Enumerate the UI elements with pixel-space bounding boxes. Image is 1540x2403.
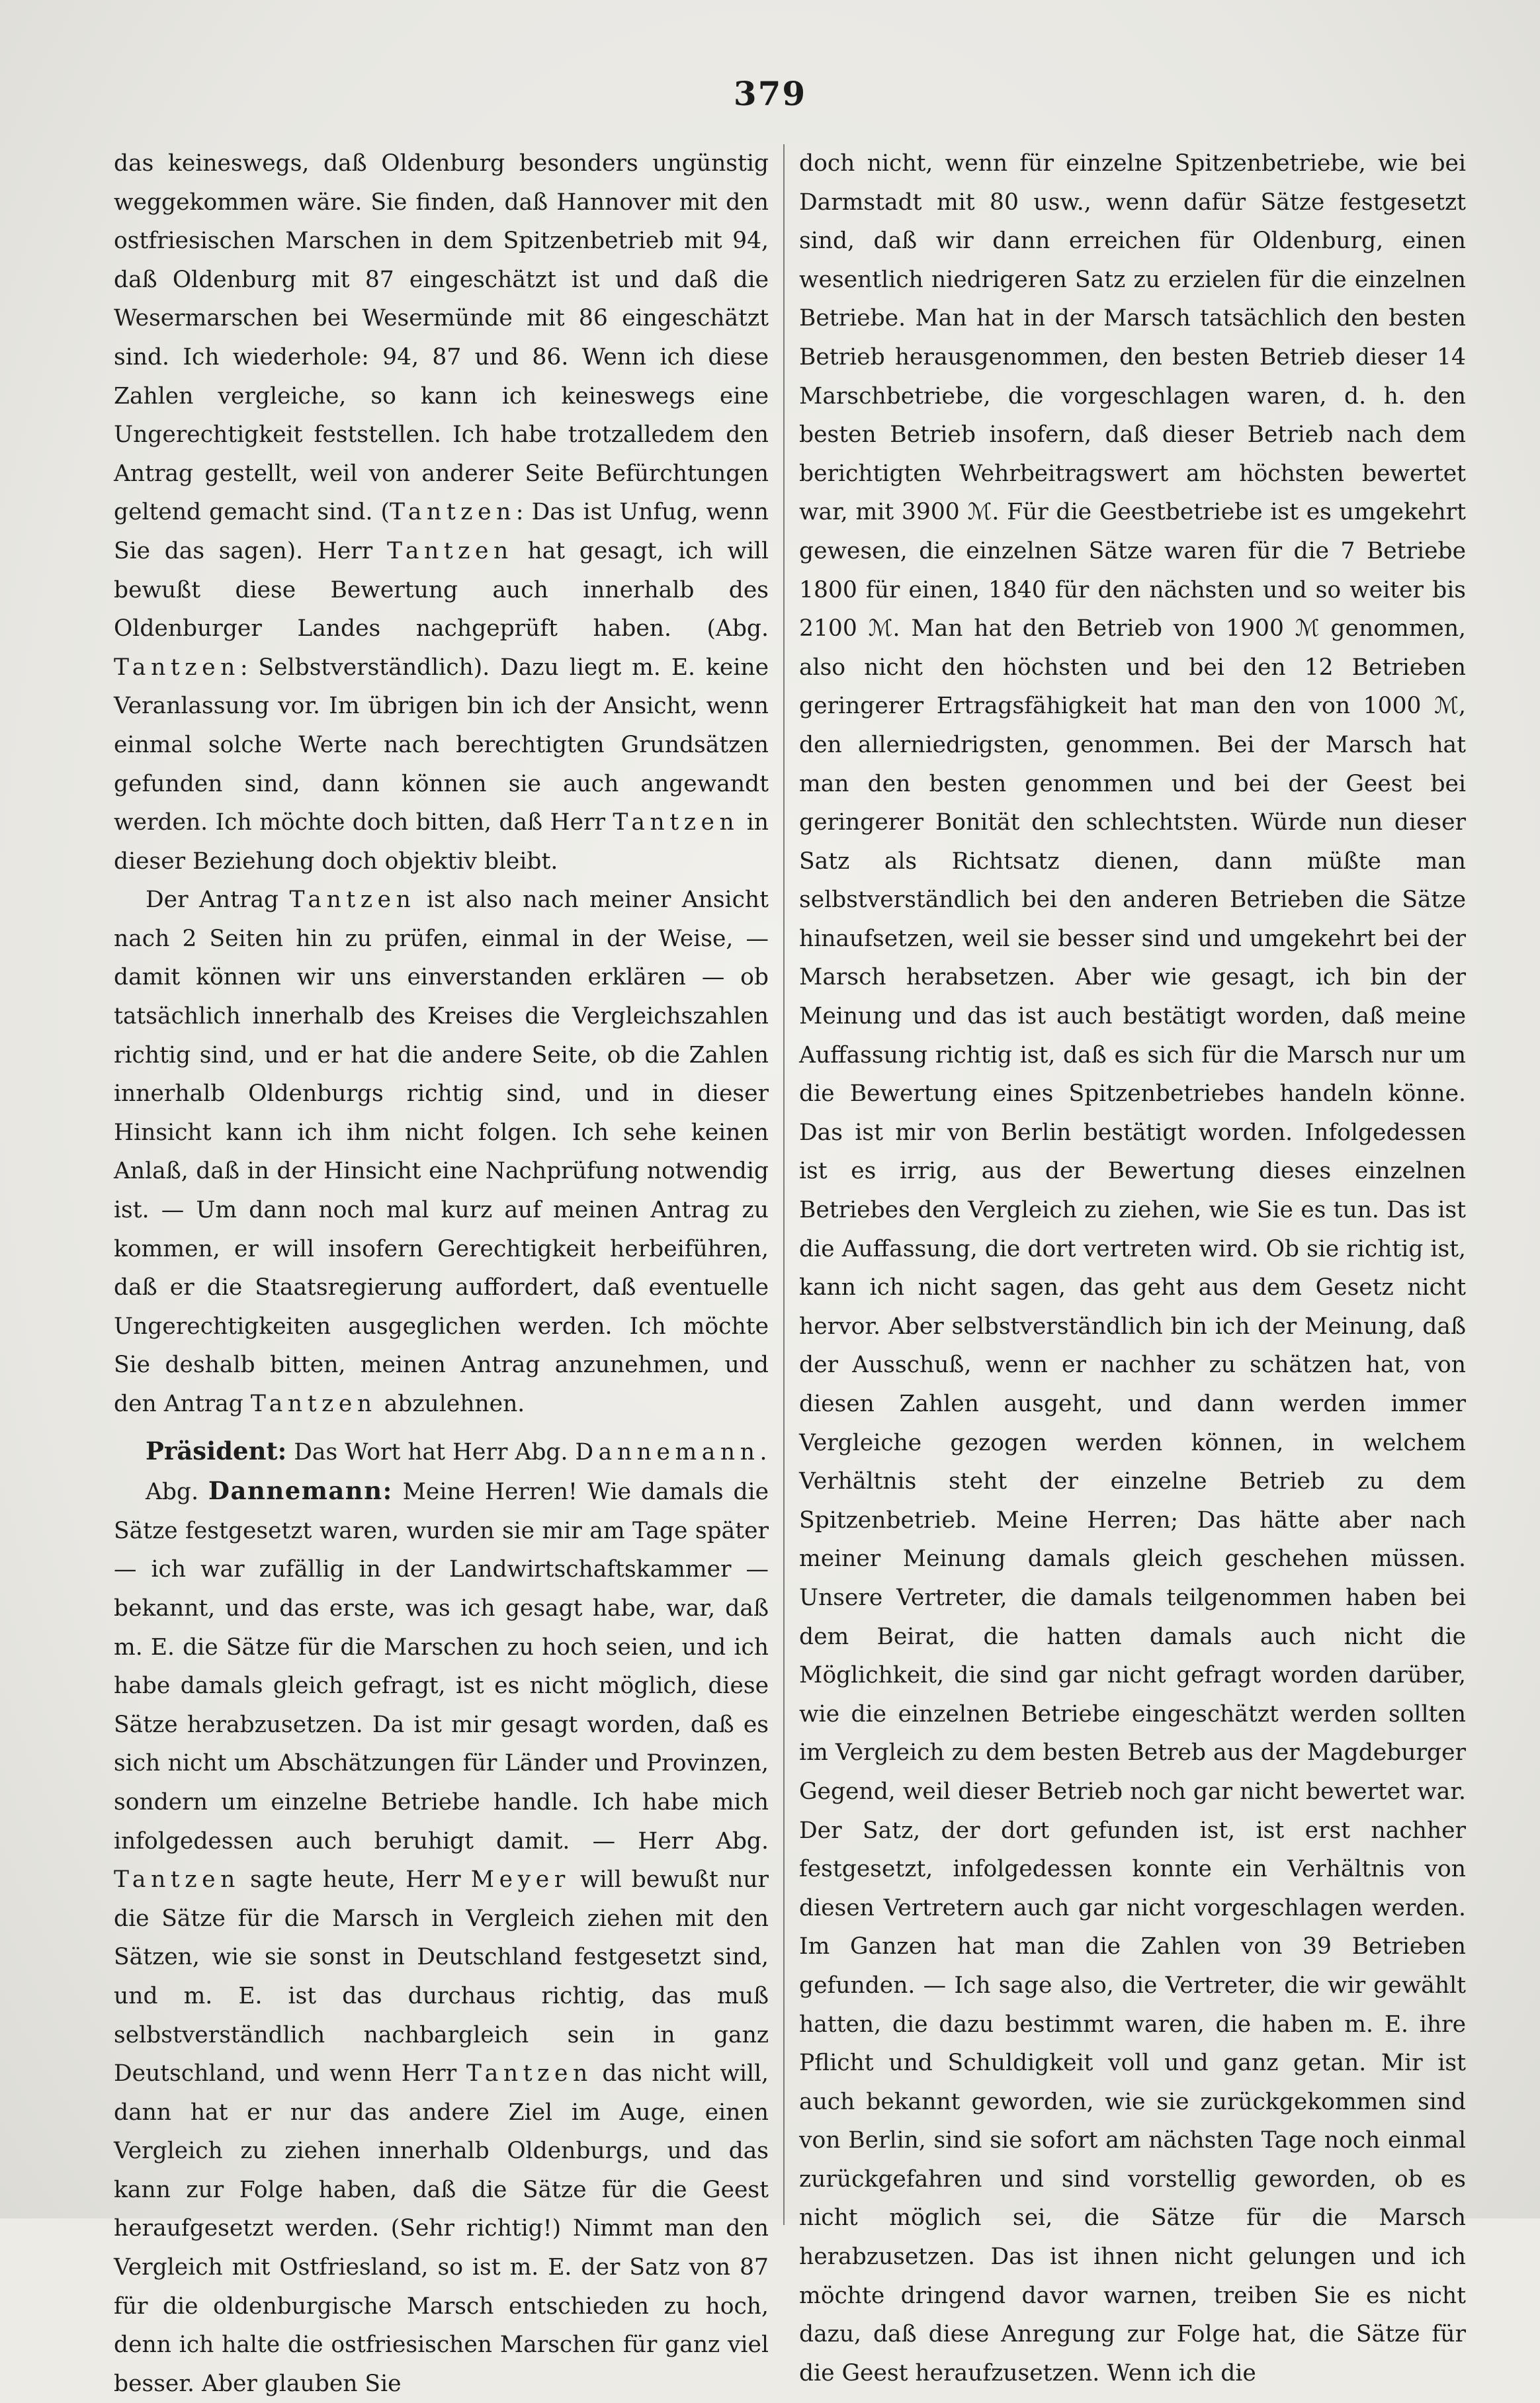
left-column xyxy=(114,144,769,2403)
text-run: . xyxy=(759,1438,767,1465)
text-run: Abg. xyxy=(146,1479,208,1506)
text-run: Meine Herren! Wie damals die Sätze festgesetzt waren, wurden sie mir am Tage später — ich war zufällig in der Landwirtschaftskammer — bekannt, und das erste, was ich gesagt habe, war, daß m. E. die Sätze für die Marschen zu hoch seien, und ich habe damals gleich gefragt, ist es nicht möglich, diese Sätze herabzusetzen. Da ist mir gesagt worden, daß es sich nicht um Abschätzungen für Länder und Provinzen, sondern um einzelne Betriebe handle. Ich habe mich infolgedessen auch beruhigt damit. — Herr Abg. xyxy=(114,1479,769,1855)
text-run: sagte heute, Herr xyxy=(239,1866,471,1894)
speaker-name: Tantzen xyxy=(250,1391,377,1417)
speaker-name: Tantzen xyxy=(114,654,240,681)
paragraph xyxy=(114,1471,769,2403)
speaker-name: Tantzen xyxy=(114,1866,240,1894)
text-run: will bewußt nur die Sätze für die Marsch in Vergleich ziehen mit den Sätzen, wie sie sonst in Deutschland festgesetzt sind, und m. E. ist das durchaus richtig, das muß selbstverständlich nachbargleich sein in ganz Deutschland, und wenn Herr xyxy=(114,1866,769,2087)
speaker-name: Dannemann: xyxy=(208,1476,393,1506)
speaker-name: Tantzen xyxy=(613,809,740,836)
text-run: ist also nach meiner Ansicht nach 2 Seiten hin zu prüfen, einmal in der Weise, — damit können wir uns einverstanden erklären — ob tatsächlich innerhalb des Kreises die Vergleichszahlen richtig sind, und er hat die andere Seite, ob die Zahlen innerhalb Oldenburgs richtig sind, und in dieser Hinsicht kann ich ihm nicht folgen. Ich sehe keinen Anlaß, daß in der Hinsicht eine Nachprüfung notwendig ist. — Um dann noch mal kurz auf meinen Antrag zu kommen, er will insofern Gerechtigkeit herbeiführen, daß er die Staatsregierung auffordert, daß eventuelle Ungerechtigkeiten ausgeglichen werden. Ich möchte Sie deshalb bitten, meinen Antrag anzunehmen, und den Antrag xyxy=(114,887,769,1417)
text-run: doch nicht, wenn für einzelne Spitzenbetriebe, wie bei Darmstadt mit 80 usw., wenn dafür Sätze festgesetzt sind, daß wir dann erreichen für Oldenburg, einen wesentlich niedrigeren Satz zu erzielen für die einzelnen Betriebe. Man hat in der Marsch tatsächlich den besten Betrieb herausgenommen, den besten Betrieb dieser 14 Marschbetriebe, die vorgeschlagen waren, d. h. den besten Betrieb insofern, daß dieser Betrieb nach dem berichtigten Wehrbeitragswert am höchsten bewertet war, mit 3900 ℳ. Für die Geestbetriebe ist es umgekehrt gewesen, die einzelnen Sätze waren für die 7 Betriebe 1800 für einen, 1840 für den nächsten und so weiter bis 2100 ℳ. Man hat den Betrieb von 1900 ℳ genommen, also nicht den höchsten und bei den 12 Betrieben geringerer Ertragsfähigkeit hat man den von 1000 ℳ, den allerniedrigsten, genommen. Bei der Marsch hat man den besten genommen und bei der Geest bei geringerer Bonität den schlechtsten. Würde nun dieser Satz als Richtsatz dienen, dann müßte man selbstverständlich bei den anderen Betrieben die Sätze hinaufsetzen, weil sie besser sind und umgekehrt bei der Marsch herabsetzen. Aber wie gesagt, ich bin der Meinung und das ist auch bestätigt worden, daß meine Auffassung richtig ist, daß es sich für die Marsch nur um die Bewertung eines Spitzenbetriebes handeln könne. Das ist mir von Berlin bestätigt worden. Infolgedessen ist es irrig, aus der Bewertung dieses einzelnen Betriebes den Vergleich zu ziehen, wie Sie es tun. Das ist die Auffassung, die dort vertreten wird. Ob sie richtig ist, kann ich nicht sagen, das geht aus dem Gesetz nicht hervor. Aber selbstverständlich bin ich der Meinung, daß der Ausschuß, wenn er nachher zu schätzen hat, von diesen Zahlen ausgeht, und dann werden immer Vergleiche gezogen werden können, in welchem Verhältnis steht der einzelne Betrieb zu dem Spitzenbetrieb. Meine Herren; Das hätte aber nach meiner Meinung damals gleich geschehen müssen. Unsere Vertreter, die damals teilgenommen haben bei dem Beirat, die hatten damals auch nicht die Möglichkeit, die sind gar nicht gefragt worden darüber, wie die einzelnen Betriebe eingeschätzt werden sollten im Vergleich zu dem besten Betreb aus der Magdeburger Gegend, weil dieser Betrieb noch gar nicht bewertet war. Der Satz, der dort gefunden ist, ist erst nachher festgesetzt, infolgedessen konnte ein Verhältnis von diesen Vertretern auch gar nicht vorgeschlagen werden. Im Ganzen hat man die Zahlen von 39 Betrieben gefunden. — Ich sage also, die Vertreter, die wir gewählt hatten, die dazu bestimmt waren, die haben m. E. ihre Pflicht und Schuldigkeit voll und ganz getan. Mir ist auch bekannt geworden, wie sie zurückgekommen sind von Berlin, sind sie sofort am nächsten Tage noch einmal zurückgefahren und sind vorstellig geworden, ob es nicht möglich sei, die Sätze für die Marsch herabzusetzen. Das ist ihnen nicht gelungen und ich möchte dringend davor warnen, treiben Sie es nicht dazu, daß diese Anregung zur Folge hat, die Sätze für die Geest heraufzusetzen. Wenn ich die xyxy=(799,150,1466,2386)
chair-label: Präsident: xyxy=(146,1436,287,1465)
text-run: Das Wort hat Herr Abg. xyxy=(286,1438,576,1465)
speaker-name: Tantzen xyxy=(466,2060,593,2087)
right-column xyxy=(799,144,1466,2392)
chair-announcement xyxy=(114,1432,769,1472)
paragraph xyxy=(114,881,769,1423)
text-run: Der Antrag xyxy=(146,887,290,914)
text-run: das keineswegs, daß Oldenburg besonders ungünstig weggekommen wäre. Sie finden, daß Hannover mit den ostfriesischen Marschen in dem Spitzenbetrieb mit 94, daß Oldenburg mit 87 eingeschätzt ist und daß die Wesermarschen bei Wesermünde mit 86 eingeschätzt sind. Ich wiederhole: 94, 87 und 86. Wenn ich diese Zahlen vergleiche, so kann ich keineswegs eine Ungerechtigkeit feststellen. Ich habe trotzalledem den Antrag gestellt, weil von anderer Seite Befürchtungen geltend gemacht sind. ( xyxy=(114,150,769,526)
column-divider xyxy=(783,144,785,2225)
text-run: in dieser Beziehung doch objektiv bleibt. xyxy=(114,809,769,875)
paragraph xyxy=(114,144,769,881)
speaker-name: Tantzen xyxy=(389,499,516,526)
paragraph xyxy=(799,144,1466,2392)
speaker-name: Tantzen xyxy=(289,887,416,914)
text-run: das nicht will, dann hat er nur das andere Ziel im Auge, einen Vergleich zu ziehen innerhalb Oldenburgs, und das kann zur Folge haben, daß die Sätze für die Geest heraufgesetzt werden. (Sehr richtig!) Nimmt man den Vergleich mit Ostfriesland, so ist m. E. der Satz von 87 für die oldenburgische Marsch entschieden zu hoch, denn ich halte die ostfriesischen Marschen für ganz viel besser. Aber glauben Sie xyxy=(114,2060,769,2397)
text-run: : Selbstverständlich). Dazu liegt m. E. keine Veranlassung vor. Im übrigen bin ich der Ansicht, wenn einmal solche Werte nach berechtigten Grundsätzen gefunden sind, dann können sie auch angewandt werden. Ich möchte doch bitten, daß Herr xyxy=(114,654,769,836)
text-run: abzulehnen. xyxy=(376,1391,525,1417)
speaker-name: Dannemann xyxy=(575,1438,760,1465)
text-run: hat gesagt, ich will bewußt diese Bewertung auch innerhalb des Oldenburger Landes nachgeprüft haben. (Abg. xyxy=(114,537,769,642)
speaker-name: Meyer xyxy=(470,1866,570,1894)
speaker-name: Tantzen xyxy=(386,537,513,564)
page-number: 379 xyxy=(733,74,807,113)
text-run: : Das ist Unfug, wenn Sie das sagen). Herr xyxy=(114,499,769,564)
